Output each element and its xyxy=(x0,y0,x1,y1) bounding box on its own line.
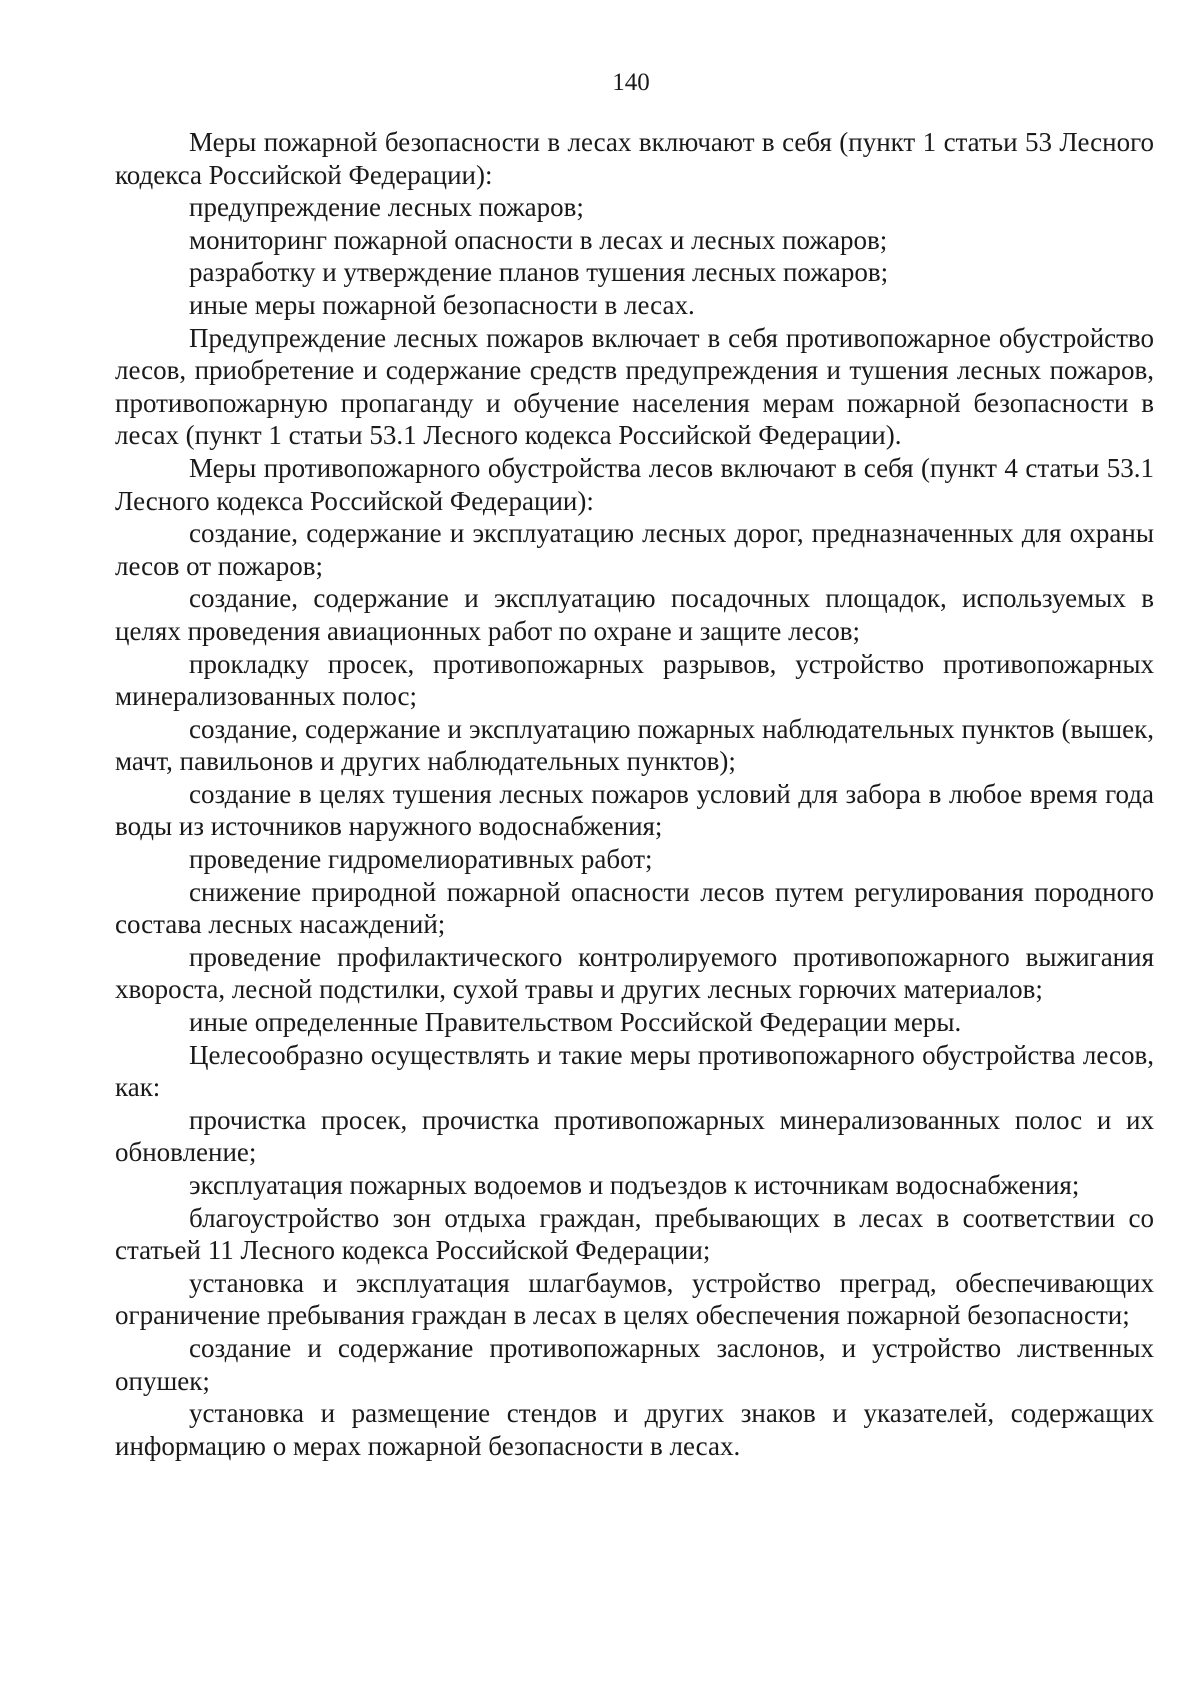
paragraph: создание в целях тушения лесных пожаров условий для забора в любое время года воды из источников наружного водоснабжения; xyxy=(115,778,1154,842)
paragraph: создание, содержание и эксплуатацию лесных дорог, предназначенных для охраны лесов от пожаров; xyxy=(115,518,1154,581)
paragraph: разработку и утверждение планов тушения лесных пожаров; xyxy=(189,257,889,288)
paragraph: снижение природной пожарной опасности лесов путем регулирования породного состава лесных насаждений; xyxy=(115,876,1154,940)
paragraph: иные определенные Правительством Российской Федерации меры. xyxy=(189,1007,962,1038)
paragraph: проведение гидромелиоративных работ; xyxy=(189,844,653,875)
paragraph: предупреждение лесных пожаров; xyxy=(189,192,584,223)
paragraph: создание, содержание и эксплуатацию пожарных наблюдательных пунктов (вышек, мачт, павильонов и других наблюдательных пунктов); xyxy=(115,713,1154,777)
paragraph: установка и размещение стендов и других знаков и указателей, содержащих информацию о мерах пожарной безопасности в лесах. xyxy=(115,1398,1154,1461)
paragraph: благоустройство зон отдыха граждан, пребывающих в лесах в соответствии со статьей 11 Лесного кодекса Российской Федерации; xyxy=(115,1202,1154,1266)
paragraph: прокладку просек, противопожарных разрывов, устройство противопожарных минерализованных полос; xyxy=(115,648,1154,712)
paragraph: прочистка просек, прочистка противопожарных минерализованных полос и их обновление; xyxy=(115,1104,1154,1168)
paragraph: Целесообразно осуществлять и такие меры противопожарного обустройства лесов, как: xyxy=(115,1039,1154,1103)
paragraph: создание, содержание и эксплуатацию посадочных площадок, используемых в целях проведения авиационных работ по охране и защите лесов; xyxy=(115,583,1154,646)
paragraph: Меры пожарной безопасности в лесах включают в себя (пункт 1 статьи 53 Лесного кодекса Российской Федерации): xyxy=(115,127,1154,190)
paragraph: иные меры пожарной безопасности в лесах. xyxy=(189,289,695,320)
document-body xyxy=(115,126,1154,1462)
paragraph: создание и содержание противопожарных заслонов, и устройство лиственных опушек; xyxy=(115,1332,1154,1396)
paragraph: проведение профилактического контролируемого противопожарного выжигания хвороста, лесной подстилки, сухой травы и других лесных горючих материалов; xyxy=(115,941,1154,1005)
paragraph: эксплуатация пожарных водоемов и подъездов к источникам водоснабжения; xyxy=(189,1170,1080,1200)
paragraph: установка и эксплуатация шлагбаумов, устройство преград, обеспечивающих ограничение пребывания граждан в лесах в целях обеспечения пожарной безопасности; xyxy=(115,1267,1154,1331)
paragraph: мониторинг пожарной опасности в лесах и лесных пожаров; xyxy=(189,224,888,255)
paragraph: Меры противопожарного обустройства лесов включают в себя (пункт 4 статьи 53.1 Лесного кодекса Российской Федерации): xyxy=(115,452,1154,516)
paragraph: Предупреждение лесных пожаров включает в себя противопожарное обустройство лесов, приобретение и содержание средств предупреждения и тушения лесных пожаров, противопожарную пропаганду и обучение населения мерам пожарной безопасности в лесах (пункт 1 статьи 53.1 Лесного кодекса Российской Федерации). xyxy=(115,322,1154,451)
page-number: 140 xyxy=(612,69,650,96)
